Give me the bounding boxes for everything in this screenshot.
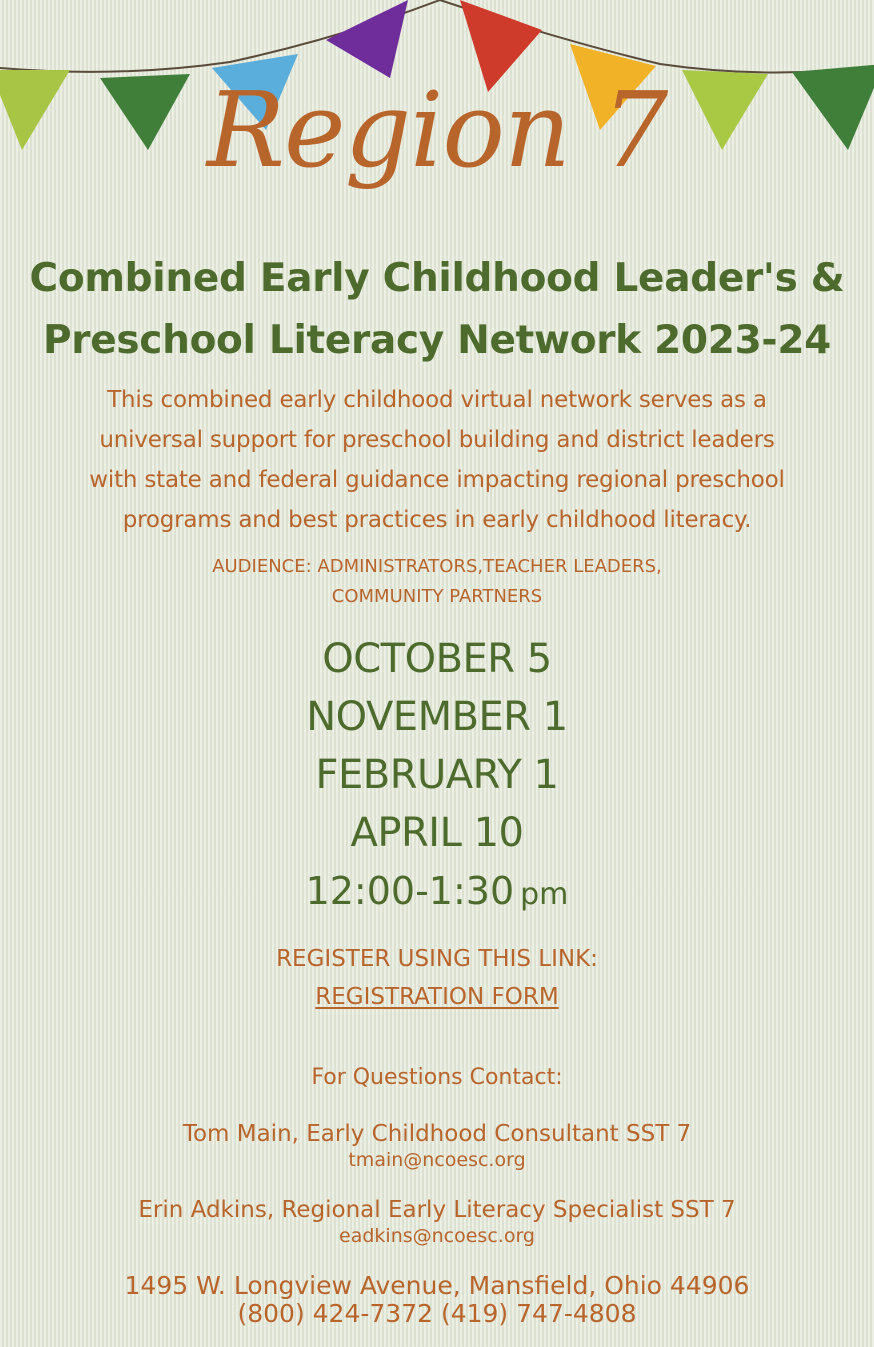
description-line-3: with state and federal guidance impacting regional preschool [89,467,785,493]
date-item: NOVEMBER 1 [306,694,568,740]
headline-line-1: Combined Early Childhood Leader's & [29,256,845,301]
audience-text [120,552,754,612]
registration-form-link[interactable]: REGISTRATION FORM [315,984,559,1010]
network-description [40,380,834,540]
meeting-dates [0,630,874,862]
contact-name-2: Erin Adkins, Regional Early Literacy Specialist SST 7 [138,1197,736,1223]
contact-section [0,1060,874,1328]
bunting-string [0,0,874,73]
description-line-1: This combined early childhood virtual network serves as a [107,387,767,413]
region-title: Region 7 [206,69,668,191]
contact-email-2[interactable]: eadkins@ncoesc.org [339,1225,535,1247]
time-range: 12:00-1:30 [305,869,515,913]
contact-heading: For Questions Contact: [311,1065,563,1090]
description-line-4: programs and best practices in early childhood literacy. [122,507,752,533]
time-suffix: pm [520,877,569,912]
register-prompt: REGISTER USING THIS LINK: [276,946,598,972]
headline-line-2: Preschool Literacy Network 2023-24 [43,318,831,363]
contact-name-1: Tom Main, Early Childhood Consultant SST 7 [182,1121,692,1147]
description-line-2: universal support for preschool building and district leaders [99,427,775,453]
date-item: FEBRUARY 1 [315,752,559,798]
meeting-time [0,862,874,924]
contact-email-1[interactable]: tmain@ncoesc.org [348,1149,526,1171]
audience-line-1: AUDIENCE: ADMINISTRATORS,TEACHER LEADERS, [212,556,662,577]
event-headline [20,248,854,372]
registration-section [0,940,874,1016]
bunting-flag [326,0,408,78]
contact-phone: (800) 424-7372 (419) 747-4808 [237,1299,637,1328]
audience-line-2: COMMUNITY PARTNERS [331,586,543,607]
date-item: APRIL 10 [350,810,524,856]
contact-address: 1495 W. Longview Avenue, Mansfield, Ohio 44906 [124,1271,750,1300]
date-item: OCTOBER 5 [322,636,552,682]
